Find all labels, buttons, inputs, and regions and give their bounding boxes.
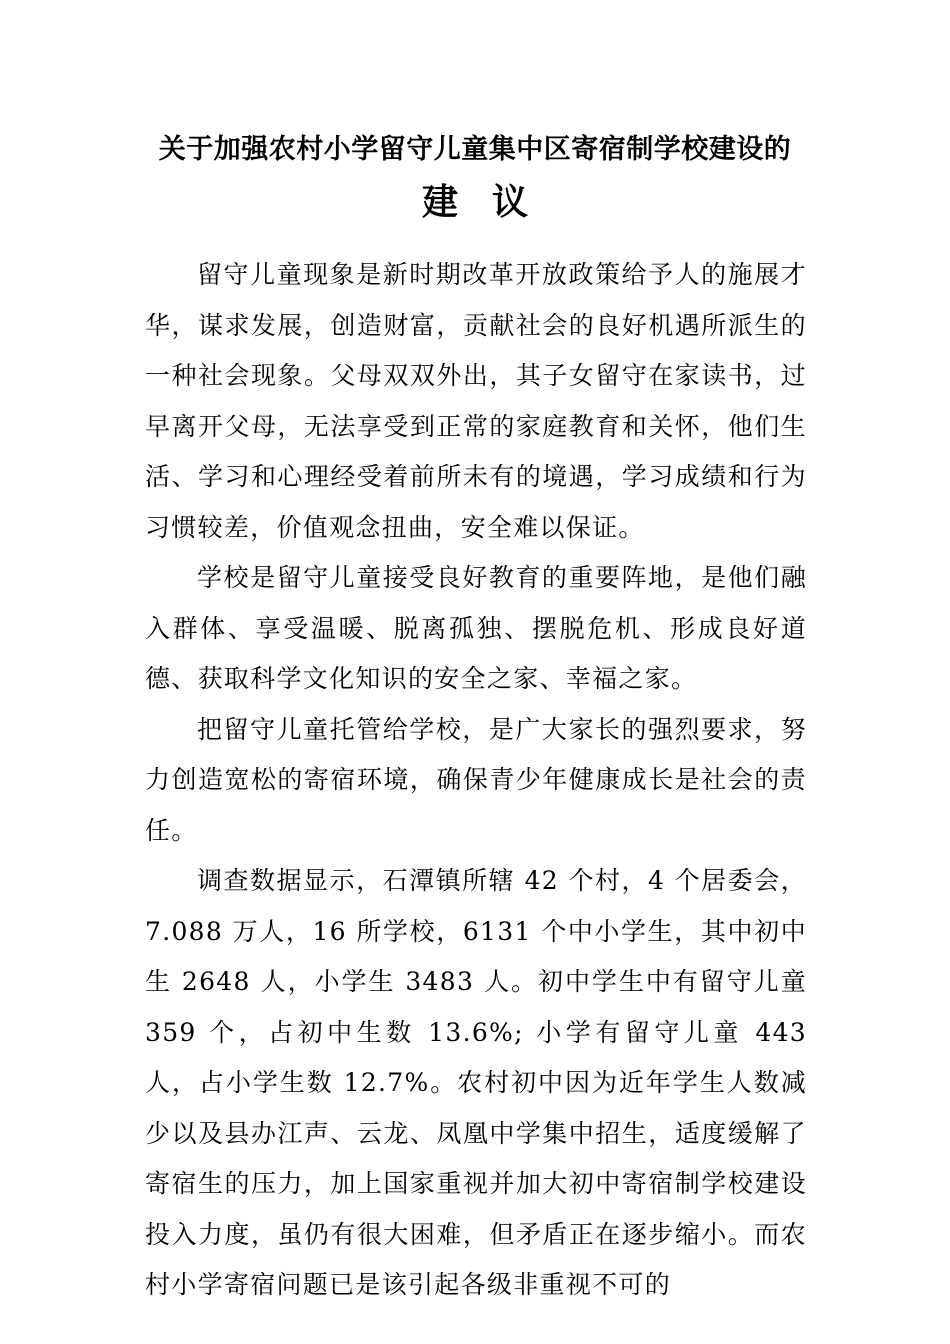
paragraph-2: 学校是留守儿童接受良好教育的重要阵地，是他们融入群体、享受温暖、脱离孤独、摆脱危机、形成良好道德、获取科学文化知识的安全之家、幸福之家。 (145, 563, 807, 693)
document-title: 关于加强农村小学留守儿童集中区寄宿制学校建设的 (158, 134, 792, 165)
document-subtitle: 建议 (421, 182, 562, 223)
paragraph-4: 调查数据显示，石潭镇所辖 42 个村，4 个居委会，7.088 万人，16 所学校，6131 个中小学生，其中初中生 2648 人，小学生 3483 人。初中学生中有留守儿童 359 个，占初中生数 13.6%; 小学有留守儿童 443 人，占小学生数 12.7%。农村初中因为近年学生人数减少以及县办江声、云龙、凤凰中学集中招生，适度缓解了寄宿生的压力，加上国家重视并加大初中寄宿制学校建设投入力度，虽仍有很大困难，但矛盾正在逐步缩小。而农村小学寄宿问题已是该引起各级非重视不可的 (145, 866, 807, 1299)
paragraph-3: 把留守儿童托管给学校，是广大家长的强烈要求，努力创造宽松的寄宿环境，确保青少年健康成长是社会的责任。 (145, 714, 807, 845)
document-body (145, 250, 807, 1311)
paragraph-1: 留守儿童现象是新时期改革开放政策给予人的施展才华，谋求发展，创造财富，贡献社会的良好机遇所派生的一种社会现象。父母双双外出，其子女留守在家读书，过早离开父母，无法享受到正常的家庭教育和关怀，他们生活、学习和心理经受着前所未有的境遇，学习成绩和行为习惯较差，价值观念扭曲，安全难以保证。 (145, 260, 807, 542)
